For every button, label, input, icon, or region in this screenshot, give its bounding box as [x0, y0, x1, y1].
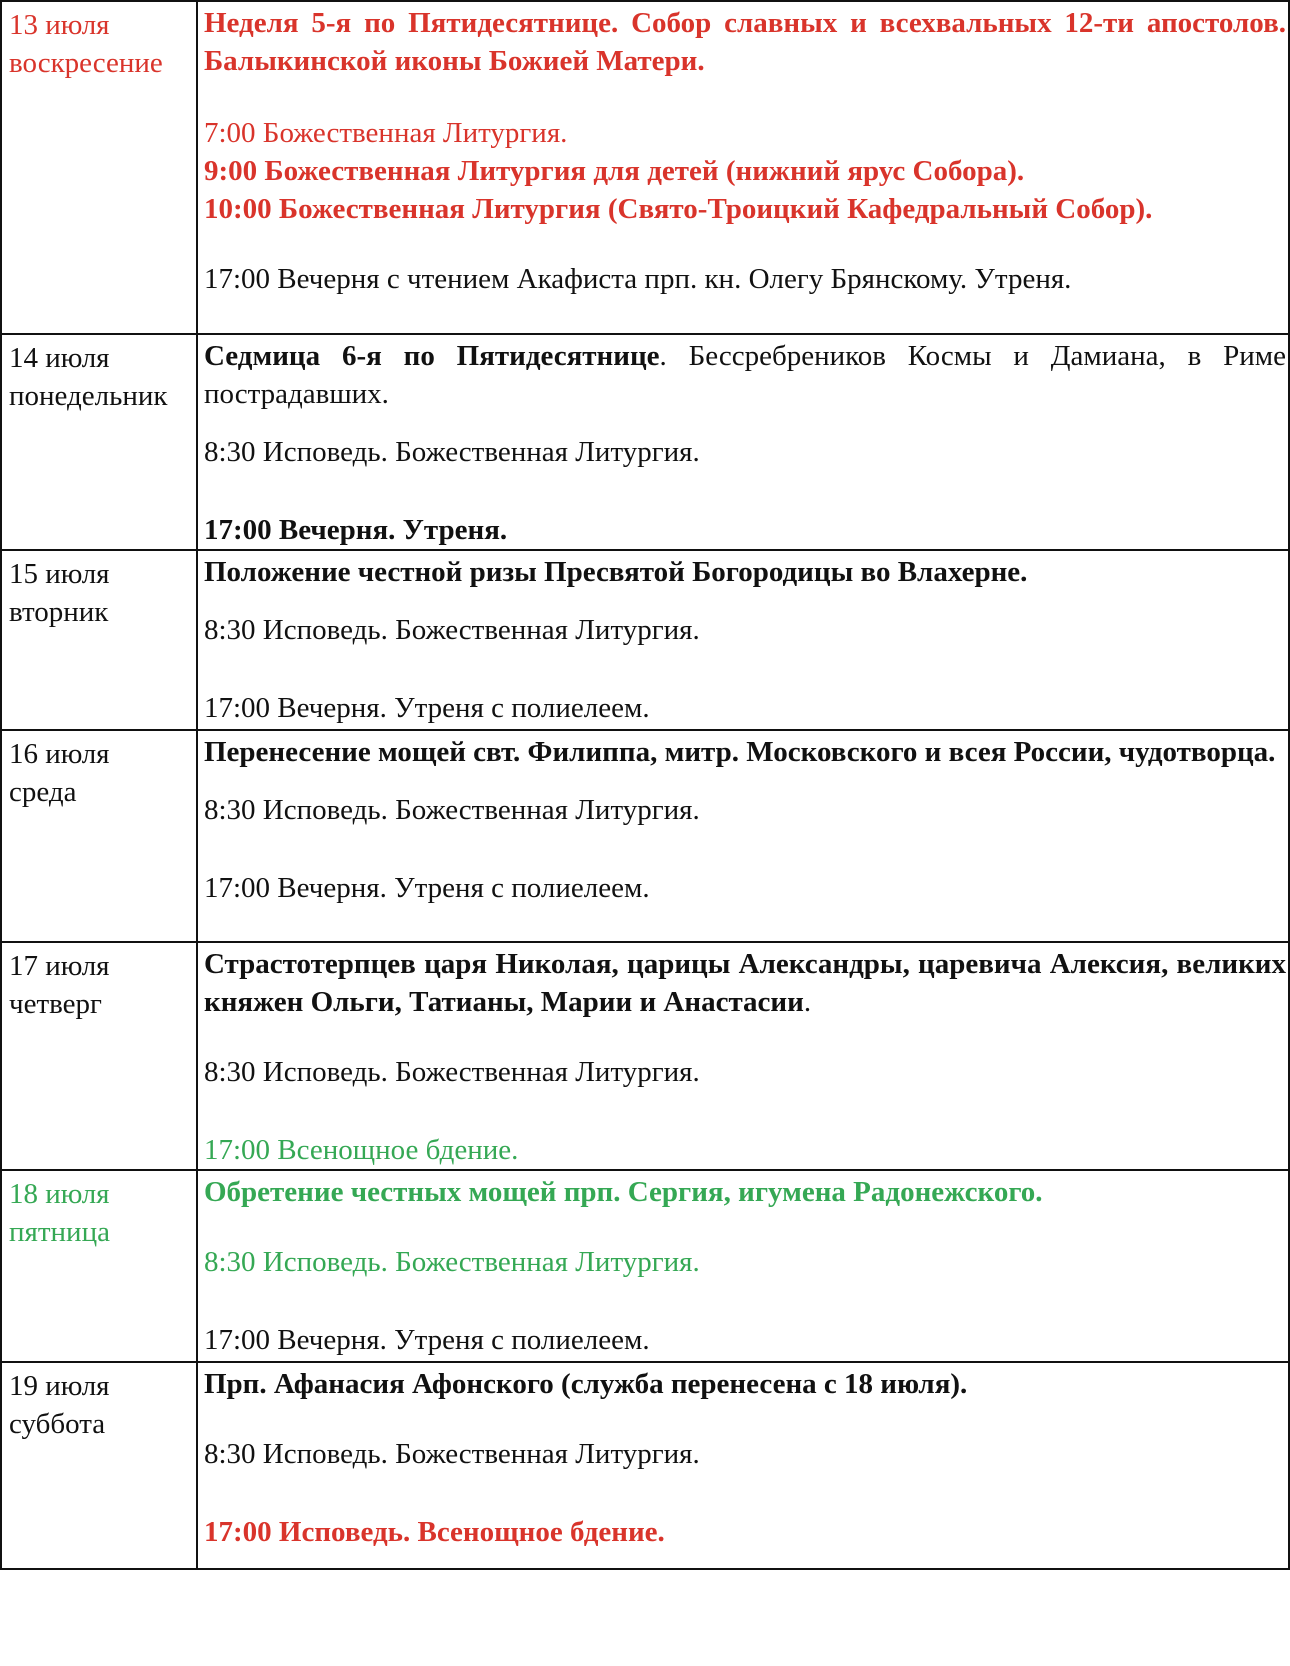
- service-item: 8:30 Исповедь. Божественная Литургия.: [204, 436, 700, 468]
- description-cell: [197, 1362, 1289, 1569]
- title-segment: Страстотерпцев царя Николая, царицы Александры, царевича Алексия, великих княжен Ольги, Татианы, Марии и Анастасии: [204, 948, 1286, 1018]
- date-label: 14 июля: [9, 342, 110, 374]
- schedule-row-2: [1, 334, 1289, 550]
- weekday-label: воскресение: [9, 47, 163, 79]
- service-list: [204, 791, 1286, 907]
- feast-title: [204, 553, 1286, 591]
- service-item: 17:00 Вечерня. Утреня.: [204, 514, 508, 546]
- description-cell: [197, 1170, 1289, 1362]
- description-cell: [197, 942, 1289, 1170]
- date-cell: [1, 1170, 197, 1362]
- service-list: [204, 611, 1286, 727]
- service-item: 7:00 Божественная Литургия.: [204, 117, 568, 149]
- schedule-row-1: [1, 1, 1289, 334]
- weekday-label: четверг: [9, 988, 102, 1020]
- service-item: 8:30 Исповедь. Божественная Литургия.: [204, 1246, 700, 1278]
- date-cell: [1, 730, 197, 942]
- date-label: 18 июля: [9, 1178, 110, 1210]
- title-segment: Положение честной ризы Пресвятой Богородицы во Влахерне.: [204, 556, 1028, 588]
- title-segment: Перенесение мощей свт. Филиппа, митр. Московского и всея России, чудотворца.: [204, 736, 1276, 768]
- service-item: 17:00 Вечерня. Утреня с полиелеем.: [204, 872, 650, 904]
- service-item: 17:00 Вечерня. Утреня с полиелеем.: [204, 692, 650, 724]
- date-label: 19 июля: [9, 1370, 110, 1402]
- service-list: [204, 1435, 1286, 1551]
- schedule-row-4: [1, 730, 1289, 942]
- description-cell: [197, 334, 1289, 550]
- weekday-label: пятница: [9, 1216, 110, 1248]
- service-list: [204, 1243, 1286, 1359]
- date-label: 15 июля: [9, 558, 110, 590]
- service-list: [204, 433, 1286, 549]
- schedule-row-7: [1, 1362, 1289, 1569]
- date-cell: [1, 942, 197, 1170]
- date-cell: [1, 1, 197, 334]
- title-segment: .: [803, 986, 812, 1018]
- service-item: 8:30 Исповедь. Божественная Литургия.: [204, 794, 700, 826]
- schedule-row-5: [1, 942, 1289, 1170]
- feast-title: [204, 4, 1286, 80]
- date-cell: [1, 1362, 197, 1569]
- description-cell: [197, 550, 1289, 730]
- service-item: 9:00 Божественная Литургия для детей (нижний ярус Собора).: [204, 155, 1025, 187]
- service-item: 17:00 Всенощное бдение.: [204, 1134, 519, 1166]
- title-segment: Обретение честных мощей прп. Сергия, игумена Радонежского.: [204, 1176, 1043, 1208]
- service-item: 17:00 Исповедь. Всенощное бдение.: [204, 1516, 665, 1548]
- schedule-body: [1, 1, 1289, 1569]
- date-cell: [1, 334, 197, 550]
- feast-title: [204, 1365, 1286, 1403]
- title-segment: Прп. Афанасия Афонского (служба перенесена с 18 июля).: [204, 1368, 968, 1400]
- title-segment: Седмица 6-я по Пятидесятнице: [204, 340, 660, 372]
- weekday-label: вторник: [9, 596, 109, 628]
- title-segment: . Бессребреников Космы и Дамиана, в Риме пострадавших.: [204, 340, 1286, 410]
- date-label: 16 июля: [9, 738, 110, 770]
- description-cell: [197, 730, 1289, 942]
- feast-title: [204, 1173, 1286, 1211]
- schedule-row-6: [1, 1170, 1289, 1362]
- schedule-row-3: [1, 550, 1289, 730]
- feast-title: [204, 733, 1286, 771]
- weekday-label: суббота: [9, 1408, 106, 1440]
- service-item: 8:30 Исповедь. Божественная Литургия.: [204, 1056, 700, 1088]
- feast-title: [204, 337, 1286, 413]
- weekday-label: среда: [9, 776, 77, 808]
- service-list: [204, 114, 1286, 298]
- service-item: 8:30 Исповедь. Божественная Литургия.: [204, 1438, 700, 1470]
- service-list: [204, 1053, 1286, 1169]
- date-label: 17 июля: [9, 950, 110, 982]
- service-item: 10:00 Божественная Литургия (Свято-Троицкий Кафедральный Собор).: [204, 193, 1153, 225]
- service-item: 17:00 Вечерня. Утреня с полиелеем.: [204, 1324, 650, 1356]
- title-segment: Неделя 5-я по Пятидесятнице. Собор славных и всехвальных 12-ти апостолов. Балыкинской иконы Божией Матери.: [204, 7, 1286, 77]
- service-item: 8:30 Исповедь. Божественная Литургия.: [204, 614, 700, 646]
- date-cell: [1, 550, 197, 730]
- date-label: 13 июля: [9, 9, 110, 41]
- feast-title: [204, 945, 1286, 1021]
- weekday-label: понедельник: [9, 380, 168, 412]
- service-item: 17:00 Вечерня с чтением Акафиста прп. кн. Олегу Брянскому. Утреня.: [204, 263, 1072, 295]
- description-cell: [197, 1, 1289, 334]
